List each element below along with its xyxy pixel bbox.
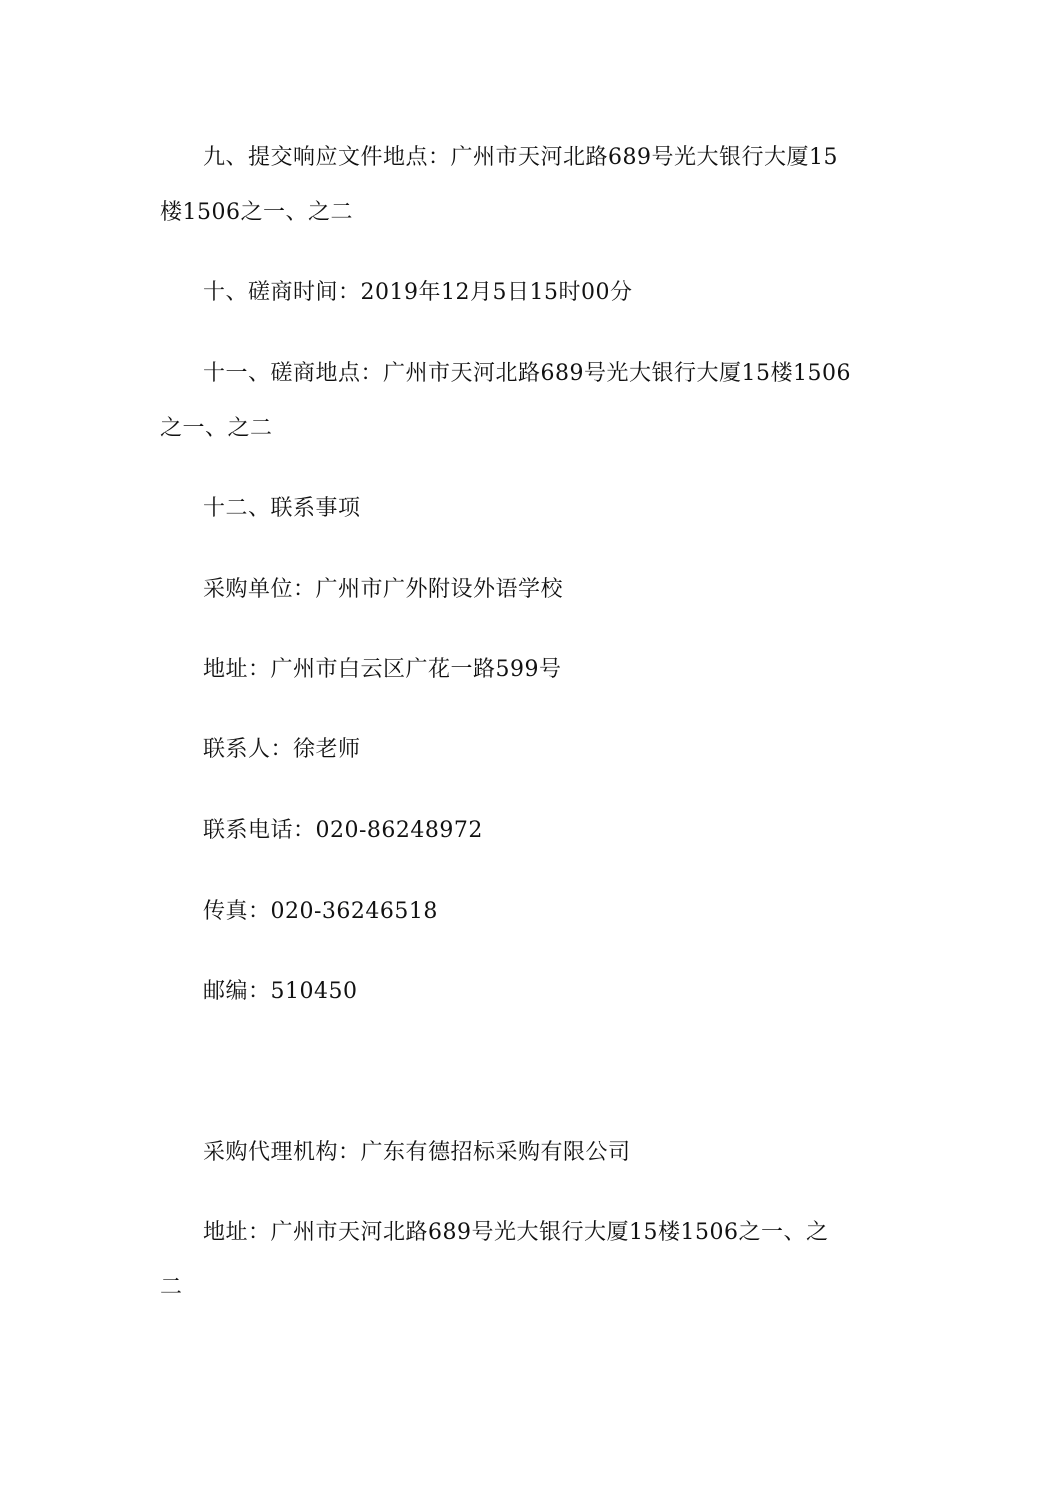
purchaser-address: 地址：广州市白云区广花一路599号: [203, 657, 562, 682]
section-9-submission-location: 九、提交响应文件地点：广州市天河北路689号光大银行大厦15: [203, 145, 838, 170]
agency-address: 地址：广州市天河北路689号光大银行大厦15楼1506之一、之: [203, 1220, 829, 1245]
contact-phone: 联系电话：020-86248972: [203, 818, 483, 843]
contact-person: 联系人：徐老师: [203, 737, 361, 762]
fax: 传真：020-36246518: [203, 899, 438, 924]
postal-code: 邮编：510450: [203, 979, 358, 1004]
section-9-submission-location-cont: 楼1506之一、之二: [160, 200, 353, 225]
section-11-negotiation-location-cont: 之一、之二: [160, 416, 273, 441]
agency-address-cont: 二: [160, 1275, 183, 1300]
section-11-negotiation-location: 十一、磋商地点：广州市天河北路689号光大银行大厦15楼1506: [203, 361, 851, 386]
section-10-negotiation-time: 十、磋商时间：2019年12月5日15时00分: [203, 280, 633, 305]
section-12-heading: 十二、联系事项: [203, 496, 361, 521]
purchaser-name: 采购单位：广州市广外附设外语学校: [203, 577, 564, 602]
agency-name: 采购代理机构：广东有德招标采购有限公司: [203, 1140, 631, 1165]
